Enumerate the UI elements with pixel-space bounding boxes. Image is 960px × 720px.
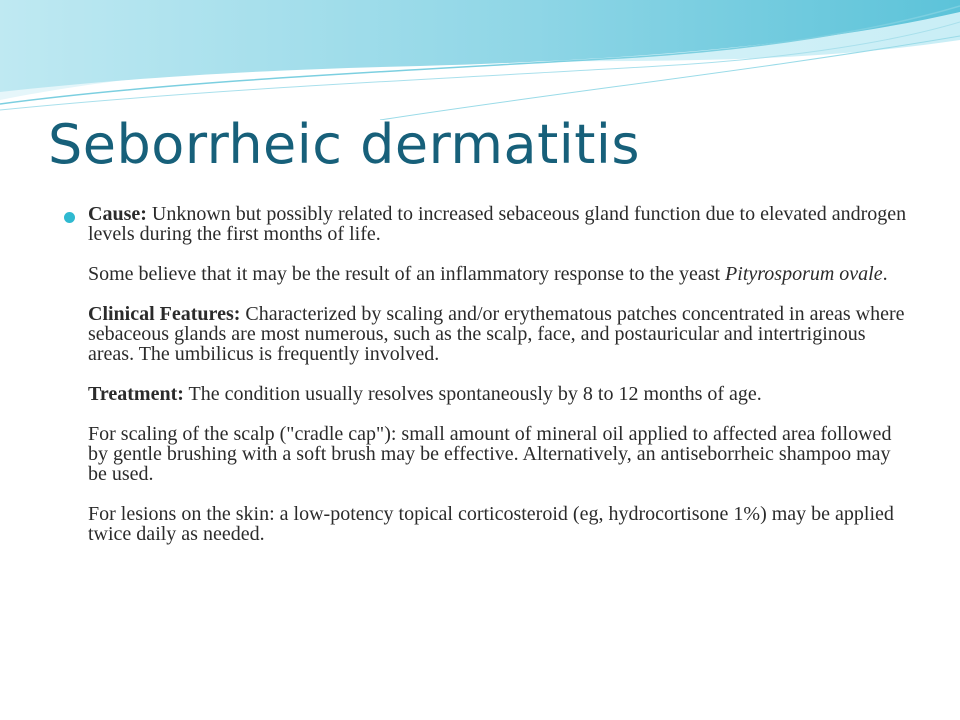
- scalp-text: For scaling of the scalp ("cradle cap"): small amount of mineral oil applied to affected area followed by gentle brushing with a soft brush may be effective. Alternatively, an antiseborrheic shampoo may be used.: [88, 423, 892, 485]
- bullet-item: [64, 204, 914, 544]
- bullet-dot-icon: [64, 212, 75, 223]
- yeast-species: Pityrosporum ovale: [725, 263, 883, 285]
- cause-label: Cause:: [88, 203, 147, 225]
- scalp-paragraph: [88, 424, 914, 484]
- yeast-end: .: [882, 263, 888, 285]
- slide-title: Seborrheic dermatitis: [48, 113, 641, 176]
- cause-text: Unknown but possibly related to increased sebaceous gland function due to elevated androgen levels during the first months of life.: [88, 203, 907, 245]
- treatment-text: The condition usually resolves spontaneously by 8 to 12 months of age.: [183, 383, 762, 405]
- treatment-label: Treatment:: [88, 383, 184, 405]
- clinical-paragraph: [88, 304, 914, 364]
- skin-paragraph: [88, 504, 914, 544]
- yeast-paragraph: [88, 264, 914, 284]
- skin-text: For lesions on the skin: a low-potency topical corticosteroid (eg, hydrocortisone 1%) may be applied twice daily as needed.: [88, 503, 894, 545]
- clinical-text: Characterized by scaling and/or erythematous patches concentrated in areas where sebaceous glands are most numerous, such as the scalp, face, and postauricular and intertriginous areas. The umbilicus is frequently involved.: [88, 303, 905, 365]
- cause-paragraph: [88, 204, 914, 244]
- header-wave-decoration: [0, 0, 960, 120]
- bullet-body: [88, 204, 914, 544]
- treatment-paragraph: [88, 384, 914, 404]
- clinical-label: Clinical Features:: [88, 303, 241, 325]
- yeast-text: Some believe that it may be the result of an inflammatory response to the yeast: [88, 263, 726, 285]
